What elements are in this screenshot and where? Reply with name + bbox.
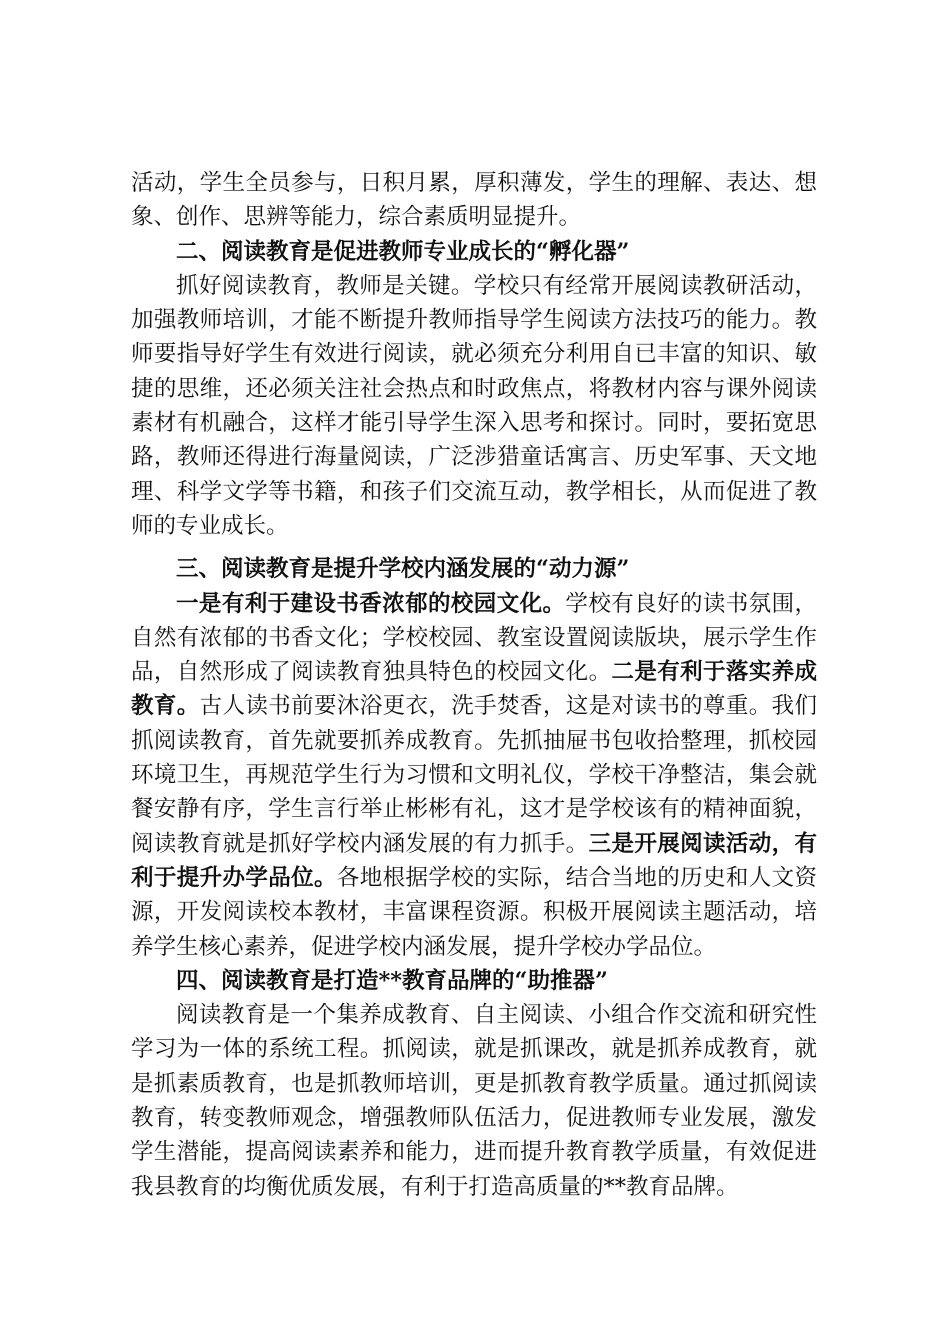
point-1-lead: 一是有利于建设书香浓郁的校园文化。	[176, 590, 566, 617]
point-3-lead: 三是开展阅读活动，有利于提升办学品位。	[131, 830, 817, 891]
section-3-heading: 三、阅读教育是提升学校内涵发展的“动力源”	[176, 556, 630, 583]
section-4-heading: 四、阅读教育是打造**教育品牌的“助推器”	[176, 967, 608, 994]
point-3-text: 各地根据学校的实际，结合当地的历史和人文资源，开发阅读校本教材，丰富课程资源。积极开展阅读主题活动，培养学生核心素养，促进学校内涵发展，提升学校办学品位。	[131, 864, 817, 960]
point-2-text: 古人读书前要沐浴更衣，洗手焚香，这是对读书的尊重。我们抓阅读教育，首先就要抓养成教育。先抓抽屉书包收拾整理，抓校园环境卫生，再规范学生行为习惯和文明礼仪，学校干净整洁，集会就餐安静有序，学生言行举止彬彬有礼，这才是学校该有的精神面貌，阅读教育就是抓好学校内涵发展的有力抓手。	[131, 693, 817, 857]
intro-paragraph: 活动，学生全员参与，日积月累，厚积薄发，学生的理解、表达、想象、创作、思辨等能力，综合素质明显提升。	[131, 170, 817, 231]
section-4-paragraph: 阅读教育是一个集养成教育、自主阅读、小组合作交流和研究性学习为一体的系统工程。抓阅读，就是抓课改，就是抓养成教育，就是抓素质教育，也是抓教师培训，更是抓教育教学质量。通过抓阅读教育，转变教师观念，增强教师队伍活力，促进教师专业发展，激发学生潜能，提高阅读素养和能力，进而提升教育教学质量，有效促进我县教育的均衡优质发展，有利于打造高质量的**教育品牌。	[131, 1002, 817, 1200]
section-3-paragraph	[131, 587, 817, 964]
section-2-paragraph: 抓好阅读教育，教师是关键。学校只有经常开展阅读教研活动，加强教师培训，才能不断提升教师指导学生阅读方法技巧的能力。教师要指导好学生有效进行阅读，就必须充分利用自已丰富的知识、敏捷的思维，还必须关注社会热点和时政焦点，将教材内容与课外阅读素材有机融合，这样才能引导学生深入思考和探讨。同时，要拓宽思路，教师还得进行海量阅读，广泛涉猎童话寓言、历史军事、天文地理、科学文学等书籍，和孩子们交流互动，教学相长，从而促进了教师的专业成长。	[131, 272, 817, 539]
point-1-text: 学校有良好的读书氛围，自然有浓郁的书香文化；学校校园、教室设置阅读版块，展示学生作品，自然形成了阅读教育独具特色的校园文化。	[131, 590, 817, 686]
section-2-heading: 二、阅读教育是促进教师专业成长的“孵化器”	[176, 238, 630, 265]
document-body	[131, 166, 817, 1204]
point-2-lead: 二是有利于落实养成教育。	[131, 659, 817, 720]
